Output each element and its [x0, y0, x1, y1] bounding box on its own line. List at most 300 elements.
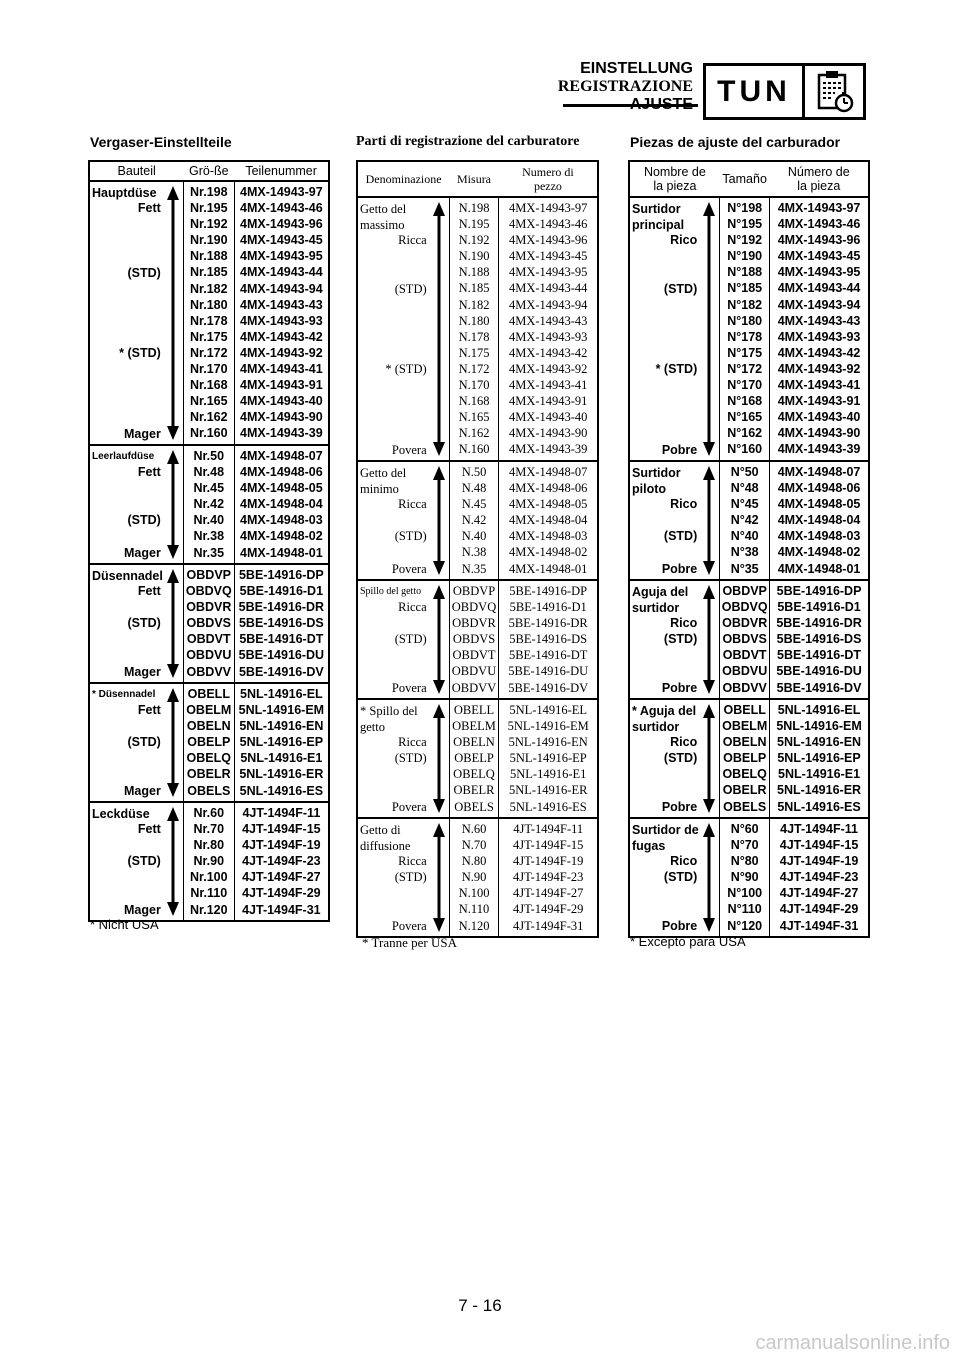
part-number: 4MX-14943-95: [240, 249, 323, 264]
size-value: N.170: [458, 378, 490, 393]
part-number: 4JT-1494F-11: [242, 806, 321, 820]
size-value: N.50: [461, 465, 487, 479]
part-number-cell: [234, 802, 329, 921]
size-value: OBDVV: [722, 680, 767, 695]
part-number: 4JT-1494F-15: [779, 838, 859, 853]
jetting-tag: (STD): [663, 751, 698, 766]
size-cell: [720, 197, 770, 461]
part-number: 5BE-14916-DV: [508, 680, 589, 695]
part-number: 5NL-14916-E1: [778, 767, 861, 782]
size-value: Nr.45: [193, 481, 225, 496]
rich-lean-arrow-icon: [166, 688, 180, 797]
part-number: 5NL-14916-ES: [777, 799, 861, 814]
part-number: 4MX-14943-39: [777, 442, 861, 457]
size-value: OBELR: [186, 767, 231, 782]
part-name: * Spillo del getto: [360, 704, 418, 734]
jetting-tag: Ricca: [398, 497, 427, 512]
part-number: 4MX-14943-41: [777, 378, 861, 393]
jetting-tag: Pobre: [661, 561, 698, 576]
size-value: OBDVQ: [185, 584, 232, 599]
part-group: [89, 683, 329, 802]
part-number: 4MX-14948-03: [508, 529, 588, 544]
part-group: [89, 564, 329, 683]
part-number: 4JT-1494F-23: [779, 870, 859, 885]
size-value: N.180: [458, 313, 490, 328]
size-value: OBELR: [453, 783, 495, 798]
part-name-cell: [357, 818, 449, 937]
size-value: OBDVU: [186, 648, 232, 663]
it-parts-table: [356, 160, 599, 938]
part-number-cell: [234, 683, 329, 802]
part-group: [357, 197, 598, 461]
part-number: 5BE-14916-DS: [238, 616, 324, 631]
size-value: N.178: [458, 329, 490, 344]
it-header-number: Numero di pezzo: [499, 161, 598, 197]
size-value: N°50: [730, 465, 759, 479]
size-value: OBELP: [187, 735, 231, 750]
size-value: OBDVS: [186, 616, 231, 631]
part-number: 5BE-14916-DP: [776, 584, 862, 598]
part-number: 5BE-14916-D1: [777, 600, 861, 615]
part-number: 5BE-14916-D1: [239, 584, 324, 599]
size-cell: [720, 461, 770, 580]
size-cell: [183, 445, 234, 564]
size-value: N°170: [727, 378, 763, 393]
size-value: N°120: [727, 918, 763, 933]
part-number: 5BE-14916-DU: [238, 648, 325, 663]
part-number: 5BE-14916-DU: [776, 664, 862, 679]
size-cell: [449, 197, 499, 461]
part-name-cell: [357, 461, 449, 580]
size-cell: [449, 580, 499, 699]
part-number: 5NL-14916-EN: [777, 735, 862, 750]
part-number: 4JT-1494F-19: [513, 854, 584, 869]
jetting-tag: (STD): [127, 265, 161, 280]
size-value: N.70: [461, 838, 487, 853]
part-name-cell: [89, 181, 183, 445]
part-number: 5NL-14916-EL: [509, 703, 588, 717]
jetting-tag: Mager: [124, 783, 161, 798]
jetting-tag: (STD): [663, 529, 698, 544]
size-value: N°110: [727, 902, 762, 917]
size-value: N.160: [458, 442, 490, 457]
part-name: * Düsennadel: [92, 689, 156, 700]
part-number: 5BE-14916-DP: [509, 584, 588, 598]
jetting-tag: Pobre: [661, 680, 698, 695]
jetting-tag: (STD): [394, 281, 427, 296]
part-number: 4MX-14943-46: [508, 217, 588, 232]
size-value: Nr.188: [190, 249, 228, 264]
size-value: Nr.182: [190, 281, 228, 296]
jetting-tag: (STD): [127, 513, 161, 528]
de-footnote: * Nicht USA: [90, 917, 159, 932]
part-group: [629, 580, 869, 699]
size-value: OBELM: [186, 703, 232, 718]
size-value: Nr.162: [190, 410, 228, 425]
size-value: N°45: [730, 497, 759, 512]
de-header-size: Grö-ße: [183, 161, 234, 181]
es-header-part: Nombre de la pieza: [629, 161, 720, 197]
size-cell: [183, 564, 234, 683]
size-value: N°90: [730, 870, 759, 885]
size-cell: [183, 181, 234, 445]
size-value: OBELM: [722, 719, 768, 734]
part-number: 5BE-14916-DT: [239, 632, 324, 647]
part-name-cell: [89, 802, 183, 921]
rich-lean-arrow-icon: [432, 466, 446, 575]
size-value: Nr.110: [190, 886, 228, 901]
size-value: OBDVT: [722, 648, 767, 663]
part-number: 4MX-14943-39: [508, 442, 588, 457]
jetting-tag: Fett: [137, 822, 161, 837]
part-number: 4MX-14948-02: [240, 529, 323, 544]
part-number: 4MX-14948-01: [777, 561, 861, 576]
part-number: 4JT-1494F-29: [513, 902, 584, 917]
part-number: 4MX-14943-45: [508, 249, 588, 264]
size-value: Nr.100: [190, 870, 228, 885]
part-number: 4MX-14943-39: [240, 426, 323, 441]
part-group: [89, 802, 329, 921]
size-value: N.190: [458, 249, 490, 264]
part-number: 4MX-14948-04: [777, 513, 861, 528]
part-number: 5NL-14916-ER: [777, 783, 862, 798]
part-number: 4MX-14943-44: [508, 281, 588, 296]
size-value: N.90: [461, 870, 487, 885]
part-name-cell: [629, 699, 720, 818]
jetting-tag: (STD): [394, 632, 427, 647]
part-name: Surtidor principal: [632, 202, 685, 232]
size-value: OBELR: [722, 783, 767, 798]
size-value: OBDVS: [452, 632, 496, 647]
part-name: * Aguja del surtidor: [632, 704, 697, 734]
size-cell: [720, 580, 770, 699]
part-number: 4JT-1494F-31: [513, 918, 584, 933]
part-number: 4MX-14948-06: [508, 481, 588, 496]
part-number: 4MX-14943-90: [508, 426, 588, 441]
part-number: 5NL-14916-ES: [509, 799, 587, 814]
size-value: N°190: [727, 249, 763, 264]
part-number-cell: [234, 445, 329, 564]
part-number: 5BE-14916-DT: [508, 648, 588, 663]
size-value: Nr.170: [190, 362, 228, 377]
size-value: N.120: [458, 918, 490, 933]
part-number: 5NL-14916-EP: [777, 751, 861, 766]
part-number: 5BE-14916-DR: [238, 600, 325, 615]
jetting-tag: (STD): [127, 854, 161, 869]
part-number: 4MX-14943-96: [508, 233, 588, 248]
part-name: Hauptdüse: [92, 186, 157, 200]
part-number: 4JT-1494F-15: [242, 822, 321, 837]
size-value: N°80: [730, 854, 759, 869]
de-header-part: Bauteil: [89, 161, 183, 181]
section-badge: [703, 63, 866, 120]
part-number: 4MX-14943-97: [777, 201, 861, 215]
title-it: REGISTRAZIONE: [557, 78, 693, 95]
jetting-tag: Rico: [670, 497, 698, 512]
size-value: Nr.192: [190, 217, 228, 232]
size-value: OBELS: [723, 799, 767, 814]
size-value: N.198: [458, 201, 490, 215]
de-section-title: Vergaser-Einstellteile: [90, 134, 232, 150]
part-number: 5BE-14916-DR: [508, 616, 588, 631]
jetting-tag: (STD): [663, 281, 698, 296]
part-number: 5BE-14916-DP: [238, 568, 324, 582]
size-value: Nr.198: [190, 185, 228, 199]
size-value: N.175: [458, 345, 490, 360]
part-group: [629, 699, 869, 818]
jetting-tag: Pobre: [661, 799, 698, 814]
size-value: N°165: [727, 410, 763, 425]
size-value: N.182: [458, 297, 490, 312]
part-number: 4MX-14943-92: [508, 361, 588, 376]
jetting-tag: * (STD): [385, 362, 427, 376]
part-number: 4MX-14948-06: [777, 481, 861, 496]
jetting-tag: * (STD): [119, 346, 161, 360]
size-value: N°48: [730, 481, 759, 496]
part-name-cell: [357, 197, 449, 461]
size-value: OBDVP: [186, 568, 231, 582]
part-name: Surtidor piloto: [632, 466, 681, 496]
part-number: 4JT-1494F-29: [242, 886, 321, 901]
part-number: 5BE-14916-D1: [509, 600, 587, 615]
part-name-cell: [357, 699, 449, 818]
part-number: 4MX-14943-43: [240, 297, 323, 312]
size-value: Nr.165: [190, 394, 228, 409]
part-number: 4MX-14943-41: [508, 378, 588, 393]
part-name: Leckdüse: [92, 807, 150, 821]
part-group: [357, 461, 598, 580]
part-number: 4MX-14943-40: [508, 410, 588, 425]
part-name-cell: [357, 580, 449, 699]
part-number: 5BE-14916-DS: [509, 632, 588, 647]
part-number: 4MX-14943-94: [777, 297, 861, 312]
size-value: N°185: [727, 281, 763, 296]
part-number: 5BE-14916-DR: [776, 616, 862, 631]
part-group: [357, 580, 598, 699]
jetting-tag: (STD): [663, 870, 698, 885]
size-value: N°38: [730, 545, 759, 560]
jetting-tag: (STD): [394, 751, 427, 766]
size-value: N°100: [727, 886, 763, 901]
rich-lean-arrow-icon: [432, 585, 446, 694]
part-number: 4JT-1494F-29: [779, 902, 859, 917]
part-number: 4MX-14943-44: [777, 281, 861, 296]
part-number: 4MX-14943-97: [240, 185, 323, 199]
part-name: Düsennadel: [92, 569, 163, 583]
size-value: OBDVR: [722, 616, 768, 631]
part-number: 4MX-14943-45: [240, 233, 323, 248]
part-number: 4MX-14943-94: [240, 281, 323, 296]
part-number: 4MX-14943-91: [777, 394, 861, 409]
part-number: 4JT-1494F-31: [242, 902, 321, 917]
part-number: 4JT-1494F-15: [513, 838, 584, 853]
rich-lean-arrow-icon: [166, 186, 180, 440]
size-value: N°40: [730, 529, 759, 544]
part-name-cell: [629, 461, 720, 580]
jetting-tag: Rico: [670, 616, 698, 631]
size-value: N°168: [727, 394, 763, 409]
part-number: 4MX-14943-97: [508, 201, 588, 215]
jetting-tag: Ricca: [398, 233, 427, 248]
jetting-tag: * (STD): [655, 362, 698, 376]
part-number-cell: [234, 181, 329, 445]
jetting-tag: (STD): [394, 870, 427, 885]
part-number: 4MX-14948-07: [240, 449, 323, 463]
part-number: 4MX-14943-46: [777, 217, 861, 232]
part-number: 4MX-14948-01: [508, 561, 588, 576]
part-number: 5BE-14916-DT: [777, 648, 862, 663]
part-number: 4MX-14943-90: [240, 410, 323, 425]
es-header-number: Número de la pieza: [770, 161, 869, 197]
section-code: TUN: [706, 66, 805, 117]
es-footnote: * Excepto para USA: [630, 934, 746, 949]
size-value: Nr.38: [193, 529, 225, 544]
part-group: [629, 461, 869, 580]
size-value: N.162: [458, 426, 490, 441]
size-value: N.48: [461, 481, 487, 496]
jetting-tag: Povera: [391, 561, 427, 576]
jetting-tag: Ricca: [398, 600, 427, 615]
part-number-cell: [770, 699, 869, 818]
part-number: 4MX-14948-05: [240, 481, 323, 496]
part-number-cell: [499, 197, 598, 461]
size-value: Nr.168: [190, 378, 228, 393]
size-value: Nr.185: [190, 265, 228, 280]
part-number: 4MX-14943-94: [508, 297, 588, 312]
jetting-tag: Mager: [124, 664, 161, 679]
part-number: 5BE-14916-DS: [776, 632, 862, 647]
jetting-tag: Fett: [137, 201, 161, 216]
part-number: 4MX-14943-46: [240, 201, 323, 216]
part-number: 5NL-14916-EL: [240, 687, 323, 701]
title-de: EINSTELLUNG: [580, 60, 693, 77]
part-number-cell: [234, 564, 329, 683]
it-section-title: Parti di registrazione del carburatore: [356, 134, 580, 149]
size-value: N.188: [458, 265, 490, 280]
rich-lean-arrow-icon: [702, 466, 716, 575]
part-number: 4MX-14943-95: [777, 265, 861, 280]
jetting-tag: Rico: [670, 854, 698, 869]
part-number: 4JT-1494F-23: [242, 854, 321, 869]
rich-lean-arrow-icon: [432, 823, 446, 932]
size-value: N.42: [461, 513, 487, 528]
es-parts-table: [628, 160, 870, 938]
part-number: 4MX-14943-41: [240, 362, 323, 377]
part-number-cell: [770, 197, 869, 461]
size-value: N°42: [730, 513, 759, 528]
part-name-cell: [629, 197, 720, 461]
size-value: OBELS: [454, 799, 494, 814]
size-value: N°192: [727, 233, 763, 248]
size-value: OBELL: [453, 703, 495, 717]
jetting-tag: Povera: [391, 442, 427, 457]
size-value: Nr.160: [190, 426, 228, 441]
part-group: [357, 699, 598, 818]
part-number: 4MX-14943-92: [777, 361, 861, 376]
part-number: 4JT-1494F-11: [780, 822, 858, 836]
size-cell: [449, 461, 499, 580]
size-value: N°60: [730, 822, 759, 836]
part-number: 4MX-14943-93: [240, 313, 323, 328]
size-value: N°172: [727, 361, 763, 376]
jetting-tag: Ricca: [398, 735, 427, 750]
part-name: Spillo del getto: [360, 586, 422, 597]
part-number: 4JT-1494F-11: [513, 822, 584, 836]
part-number: 4MX-14943-40: [240, 394, 323, 409]
rich-lean-arrow-icon: [702, 585, 716, 694]
size-value: OBDVT: [186, 632, 231, 647]
size-value: OBELN: [453, 735, 495, 750]
size-value: N.60: [461, 822, 487, 836]
part-group: [357, 818, 598, 937]
size-value: N.45: [461, 497, 487, 512]
part-number: 4MX-14948-07: [777, 465, 861, 479]
rich-lean-arrow-icon: [702, 823, 716, 932]
part-number: 4MX-14943-43: [508, 313, 588, 328]
part-number: 4JT-1494F-19: [242, 838, 321, 853]
jetting-tag: Povera: [391, 680, 427, 695]
jetting-tag: Mager: [124, 426, 161, 441]
jetting-tag: Mager: [124, 545, 161, 560]
part-number: 4MX-14943-40: [777, 410, 861, 425]
part-number: 4MX-14943-93: [777, 329, 861, 344]
size-value: N.40: [461, 529, 487, 544]
part-number: 4MX-14948-07: [508, 465, 588, 479]
part-name: Aguja del surtidor: [632, 585, 689, 615]
size-value: OBELQ: [186, 751, 231, 766]
part-number: 5NL-14916-EP: [239, 735, 324, 750]
part-number-cell: [499, 699, 598, 818]
part-number: 5BE-14916-DV: [776, 680, 862, 695]
part-number: 5NL-14916-ER: [239, 767, 324, 782]
size-value: N.35: [461, 561, 487, 576]
part-name: Getto di diffusione: [360, 823, 411, 853]
size-value: N°198: [727, 201, 763, 215]
size-value: Nr.48: [193, 465, 225, 480]
rich-lean-arrow-icon: [702, 704, 716, 813]
size-value: OBDVP: [452, 584, 496, 598]
size-cell: [720, 818, 770, 937]
part-name: Leerlaufdüse: [92, 451, 155, 462]
page-number: 7 - 16: [458, 1296, 502, 1315]
size-value: N.195: [458, 217, 490, 232]
jetting-tag: Mager: [124, 902, 161, 917]
jetting-tag: (STD): [127, 735, 161, 750]
size-value: N°182: [727, 297, 763, 312]
size-value: OBELQ: [453, 767, 495, 782]
part-number: 5NL-14916-EM: [238, 703, 325, 718]
part-number: 5NL-14916-E1: [240, 751, 323, 766]
part-number: 5NL-14916-EL: [777, 703, 861, 717]
size-value: Nr.60: [193, 806, 225, 820]
part-number: 4MX-14943-96: [777, 233, 861, 248]
part-number: 4MX-14943-42: [240, 329, 323, 344]
size-value: Nr.40: [193, 513, 225, 528]
part-number: 5NL-14916-EM: [776, 719, 862, 734]
part-number-cell: [499, 580, 598, 699]
jetting-tag: Povera: [391, 799, 427, 814]
part-number: 4MX-14943-45: [777, 249, 861, 264]
part-name: Surtidor de fugas: [632, 823, 699, 853]
it-header-part: Denominazione: [357, 161, 449, 197]
size-value: Nr.190: [190, 233, 228, 248]
jetting-tag: Fett: [137, 584, 161, 599]
part-number: 4JT-1494F-31: [779, 918, 859, 933]
size-value: OBDVV: [451, 680, 497, 695]
size-value: Nr.178: [190, 313, 228, 328]
size-value: OBDVP: [722, 584, 767, 598]
it-footnote: * Tranne per USA: [362, 935, 457, 950]
